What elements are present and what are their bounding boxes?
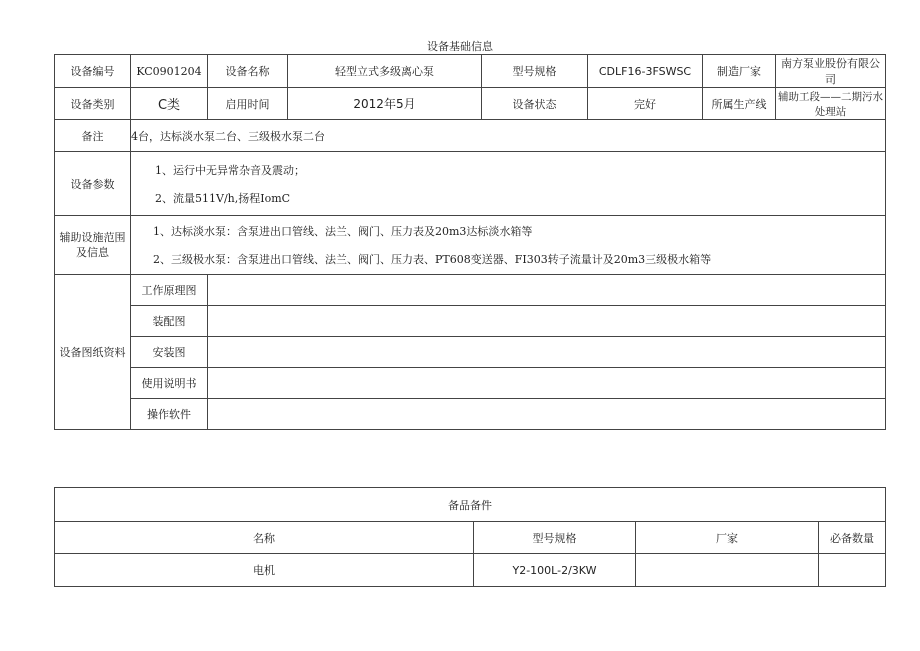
status-label: 设备状态	[482, 88, 588, 120]
remark-value: 4台，达标淡水泵二台、三级极水泵二台	[131, 120, 886, 152]
params-list	[131, 152, 886, 216]
type-label: 设备类别	[55, 88, 131, 120]
remark-label: 备注	[55, 120, 131, 152]
doc-item-value	[208, 337, 886, 368]
spare-parts-table	[54, 487, 886, 587]
doc-item-label: 使用说明书	[131, 368, 208, 399]
spares-header-model: 型号规格	[474, 522, 636, 554]
spares-cell-maker	[636, 554, 819, 587]
line-value: 辅助工段——二期污水处理站	[776, 88, 886, 120]
doc-item-label: 工作原理图	[131, 275, 208, 306]
spares-header-maker: 厂家	[636, 522, 819, 554]
doc-item-label: 装配图	[131, 306, 208, 337]
model-label: 型号规格	[482, 55, 588, 88]
model-value: CDLF16-3FSWSC	[588, 55, 703, 88]
doc-item-value	[208, 306, 886, 337]
spares-cell-name: 电机	[55, 554, 474, 587]
equipment-info-grid	[54, 54, 886, 430]
type-value: C类	[131, 88, 208, 120]
aux-line: 2、三级极水泵：含泵进出口管线、法兰、阀门、压力表、PT608变送器、FI303转子流量计及20m3三级极水箱等	[153, 253, 712, 266]
aux-line: 1、达标淡水泵：含泵进出口管线、法兰、阀门、压力表及20m3达标淡水箱等	[153, 225, 533, 238]
doc-item-value	[208, 275, 886, 306]
line-label: 所属生产线	[703, 88, 776, 120]
spares-header-qty: 必备数量	[819, 522, 886, 554]
doc-item-value	[208, 399, 886, 430]
aux-label-line: 及信息	[76, 246, 109, 259]
doc-item-label: 安装图	[131, 337, 208, 368]
params-line: 1、运行中无异常杂音及震动；	[155, 163, 305, 177]
params-label: 设备参数	[55, 152, 131, 216]
code-label: 设备编号	[55, 55, 131, 88]
doc-item-label: 操作软件	[131, 399, 208, 430]
maker-label: 制造厂家	[703, 55, 776, 88]
docs-label: 设备图纸资料	[55, 275, 131, 430]
spares-cell-model: Y2-100L-2/3KW	[474, 554, 636, 587]
name-value: 轻型立式多级离心泵	[288, 55, 482, 88]
aux-label-line: 辅助设施范围	[59, 231, 126, 244]
status-value: 完好	[588, 88, 703, 120]
params-line: 2、流量511V/h,扬程IomC	[155, 191, 291, 205]
spares-cell-qty	[819, 554, 886, 587]
aux-list	[131, 216, 886, 275]
spares-header-name: 名称	[55, 522, 474, 554]
date-label: 启用时间	[208, 88, 288, 120]
maker-value: 南方泵业股份有限公司	[776, 55, 886, 88]
spares-title: 备品备件	[55, 488, 886, 522]
code-value: KC0901204	[131, 55, 208, 88]
date-value: 2012年5月	[288, 88, 482, 120]
aux-label	[55, 216, 131, 275]
page-title: 设备基础信息	[427, 40, 493, 53]
doc-item-value	[208, 368, 886, 399]
name-label: 设备名称	[208, 55, 288, 88]
